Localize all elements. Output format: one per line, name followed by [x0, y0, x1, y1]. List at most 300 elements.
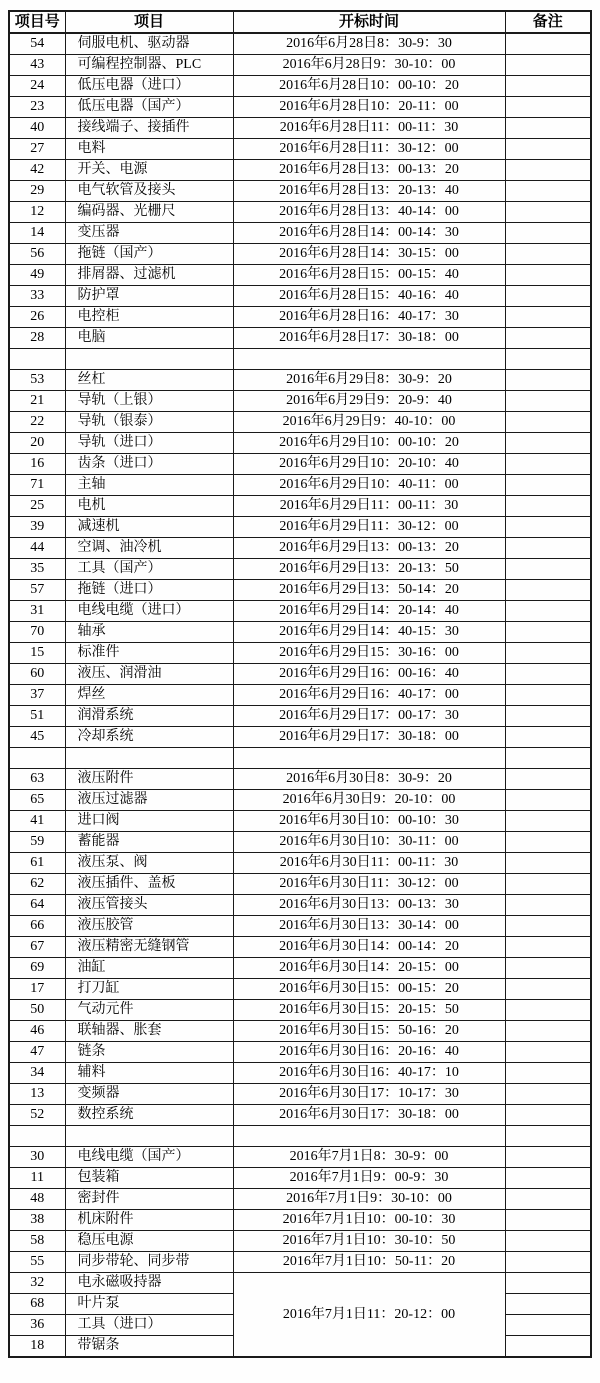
table-row: [9, 1147, 591, 1168]
time-cell: 2016年6月29日17：00-17：30: [233, 706, 505, 727]
note-cell: [505, 601, 591, 622]
spacer-row: [9, 748, 591, 769]
item-name-cell: 液压插件、盖板: [65, 874, 233, 895]
item-no-cell: 69: [9, 958, 65, 979]
table-row: [9, 328, 591, 349]
note-cell: [505, 202, 591, 223]
item-name-cell: 电控柜: [65, 307, 233, 328]
table-row: [9, 202, 591, 223]
note-cell: [505, 496, 591, 517]
item-name-cell: 低压电器（进口）: [65, 76, 233, 97]
table-row: [9, 55, 591, 76]
table-row: [9, 391, 591, 412]
table-row: [9, 1084, 591, 1105]
time-cell: 2016年6月29日9：20-9：40: [233, 391, 505, 412]
note-cell: [505, 727, 591, 748]
table-row: [9, 160, 591, 181]
note-cell: [505, 1168, 591, 1189]
item-name-cell: 伺服电机、驱动器: [65, 33, 233, 55]
table-row: [9, 937, 591, 958]
item-name-cell: 拖链（进口）: [65, 580, 233, 601]
item-no-cell: 24: [9, 76, 65, 97]
item-no-cell: 68: [9, 1294, 65, 1315]
note-cell: [505, 454, 591, 475]
item-name-cell: 工具（进口）: [65, 1315, 233, 1336]
item-name-cell: 电机: [65, 496, 233, 517]
note-cell: [505, 1021, 591, 1042]
item-no-cell: 32: [9, 1273, 65, 1294]
item-no-cell: 37: [9, 685, 65, 706]
note-cell: [505, 1336, 591, 1358]
item-no-cell: 60: [9, 664, 65, 685]
note-cell: [505, 1273, 591, 1294]
item-name-cell: 数控系统: [65, 1105, 233, 1126]
time-cell: 2016年6月28日13：20-13：40: [233, 181, 505, 202]
note-cell: [505, 97, 591, 118]
note-cell: [505, 33, 591, 55]
time-cell: 2016年6月28日13：40-14：00: [233, 202, 505, 223]
table-row: [9, 580, 591, 601]
item-no-cell: 48: [9, 1189, 65, 1210]
item-no-cell: 47: [9, 1042, 65, 1063]
item-no-cell: 33: [9, 286, 65, 307]
item-name-cell: 开关、电源: [65, 160, 233, 181]
table-row: [9, 433, 591, 454]
time-cell: 2016年6月30日17：30-18：00: [233, 1105, 505, 1126]
spacer-cell: [9, 349, 65, 370]
item-name-cell: 辅料: [65, 1063, 233, 1084]
item-no-cell: 42: [9, 160, 65, 181]
item-name-cell: 气动元件: [65, 1000, 233, 1021]
item-name-cell: 编码器、光栅尺: [65, 202, 233, 223]
item-name-cell: 减速机: [65, 517, 233, 538]
time-cell: 2016年6月29日10：20-10：40: [233, 454, 505, 475]
note-cell: [505, 916, 591, 937]
item-no-cell: 50: [9, 1000, 65, 1021]
header-item-name: 项目: [65, 11, 233, 33]
header-item-no: 项目号: [9, 11, 65, 33]
item-no-cell: 23: [9, 97, 65, 118]
time-cell: 2016年7月1日10：00-10：30: [233, 1210, 505, 1231]
item-no-cell: 51: [9, 706, 65, 727]
item-name-cell: 液压精密无缝钢管: [65, 937, 233, 958]
note-cell: [505, 160, 591, 181]
item-name-cell: 液压、润滑油: [65, 664, 233, 685]
table-row: [9, 118, 591, 139]
note-cell: [505, 1063, 591, 1084]
time-cell: 2016年7月1日11：20-12：00: [233, 1273, 505, 1358]
item-name-cell: 液压管接头: [65, 895, 233, 916]
time-cell: 2016年6月28日14：30-15：00: [233, 244, 505, 265]
table-row: [9, 601, 591, 622]
table-row: [9, 811, 591, 832]
time-cell: 2016年6月28日15：40-16：40: [233, 286, 505, 307]
item-no-cell: 41: [9, 811, 65, 832]
time-cell: 2016年6月29日8：30-9：20: [233, 370, 505, 391]
item-no-cell: 63: [9, 769, 65, 790]
item-name-cell: 主轴: [65, 475, 233, 496]
time-cell: 2016年6月30日15：50-16：20: [233, 1021, 505, 1042]
item-name-cell: 冷却系统: [65, 727, 233, 748]
table-row: [9, 1231, 591, 1252]
note-cell: [505, 391, 591, 412]
note-cell: [505, 895, 591, 916]
item-no-cell: 20: [9, 433, 65, 454]
item-no-cell: 52: [9, 1105, 65, 1126]
table-row: [9, 1189, 591, 1210]
time-cell: 2016年6月29日10：40-11：00: [233, 475, 505, 496]
table-row: [9, 370, 591, 391]
note-cell: [505, 622, 591, 643]
spacer-row: [9, 349, 591, 370]
note-cell: [505, 139, 591, 160]
item-no-cell: 55: [9, 1252, 65, 1273]
item-no-cell: 31: [9, 601, 65, 622]
table-row: [9, 1273, 591, 1294]
table-row: [9, 895, 591, 916]
table-row: [9, 685, 591, 706]
item-no-cell: 64: [9, 895, 65, 916]
item-no-cell: 49: [9, 265, 65, 286]
item-no-cell: 36: [9, 1315, 65, 1336]
item-name-cell: 电脑: [65, 328, 233, 349]
table-row: [9, 979, 591, 1000]
time-cell: 2016年6月30日10：30-11：00: [233, 832, 505, 853]
item-name-cell: 电线电缆（国产）: [65, 1147, 233, 1168]
item-name-cell: 接线端子、接插件: [65, 118, 233, 139]
time-cell: 2016年6月30日14：00-14：20: [233, 937, 505, 958]
item-name-cell: 液压过滤器: [65, 790, 233, 811]
item-name-cell: 低压电器（国产）: [65, 97, 233, 118]
item-name-cell: 电气软管及接头: [65, 181, 233, 202]
time-cell: 2016年6月28日9：30-10：00: [233, 55, 505, 76]
note-cell: [505, 370, 591, 391]
item-name-cell: 导轨（上银）: [65, 391, 233, 412]
table-row: [9, 265, 591, 286]
note-cell: [505, 118, 591, 139]
table-row: [9, 1063, 591, 1084]
item-name-cell: 液压泵、阀: [65, 853, 233, 874]
note-cell: [505, 1105, 591, 1126]
time-cell: 2016年6月29日14：20-14：40: [233, 601, 505, 622]
item-name-cell: 联轴器、胀套: [65, 1021, 233, 1042]
note-cell: [505, 937, 591, 958]
note-cell: [505, 559, 591, 580]
table-body: [9, 33, 591, 1357]
table-row: [9, 475, 591, 496]
time-cell: 2016年6月29日9：40-10：00: [233, 412, 505, 433]
item-name-cell: 密封件: [65, 1189, 233, 1210]
item-name-cell: 导轨（银泰）: [65, 412, 233, 433]
item-no-cell: 22: [9, 412, 65, 433]
time-cell: 2016年6月30日11：30-12：00: [233, 874, 505, 895]
time-cell: 2016年6月30日9：20-10：00: [233, 790, 505, 811]
time-cell: 2016年6月29日13：50-14：20: [233, 580, 505, 601]
note-cell: [505, 307, 591, 328]
table-row: [9, 832, 591, 853]
time-cell: 2016年7月1日8：30-9：00: [233, 1147, 505, 1168]
note-cell: [505, 664, 591, 685]
item-no-cell: 18: [9, 1336, 65, 1358]
item-no-cell: 40: [9, 118, 65, 139]
item-no-cell: 53: [9, 370, 65, 391]
table-row: [9, 454, 591, 475]
table-row: [9, 664, 591, 685]
table-row: [9, 1000, 591, 1021]
time-cell: 2016年6月30日11：00-11：30: [233, 853, 505, 874]
table-row: [9, 139, 591, 160]
time-cell: 2016年6月30日17：10-17：30: [233, 1084, 505, 1105]
item-name-cell: 齿条（进口）: [65, 454, 233, 475]
time-cell: 2016年6月28日17：30-18：00: [233, 328, 505, 349]
item-name-cell: 打刀缸: [65, 979, 233, 1000]
item-no-cell: 28: [9, 328, 65, 349]
note-cell: [505, 958, 591, 979]
note-cell: [505, 76, 591, 97]
item-name-cell: 进口阀: [65, 811, 233, 832]
item-no-cell: 12: [9, 202, 65, 223]
item-name-cell: 拖链（国产）: [65, 244, 233, 265]
item-name-cell: 标准件: [65, 643, 233, 664]
time-cell: 2016年6月28日11：30-12：00: [233, 139, 505, 160]
time-cell: 2016年6月30日16：20-16：40: [233, 1042, 505, 1063]
time-cell: 2016年6月30日13：00-13：30: [233, 895, 505, 916]
table-row: [9, 244, 591, 265]
item-no-cell: 34: [9, 1063, 65, 1084]
time-cell: 2016年6月30日13：30-14：00: [233, 916, 505, 937]
item-no-cell: 21: [9, 391, 65, 412]
table-row: [9, 916, 591, 937]
item-name-cell: 液压附件: [65, 769, 233, 790]
spacer-cell: [9, 748, 65, 769]
time-cell: 2016年6月29日15：30-16：00: [233, 643, 505, 664]
item-no-cell: 54: [9, 33, 65, 55]
table-row: [9, 727, 591, 748]
note-cell: [505, 811, 591, 832]
note-cell: [505, 538, 591, 559]
note-cell: [505, 181, 591, 202]
spacer-cell: [9, 1126, 65, 1147]
item-no-cell: 46: [9, 1021, 65, 1042]
spacer-cell: [65, 748, 233, 769]
time-cell: 2016年6月28日15：00-15：40: [233, 265, 505, 286]
time-cell: 2016年6月30日15：00-15：20: [233, 979, 505, 1000]
item-no-cell: 45: [9, 727, 65, 748]
time-cell: 2016年6月28日16：40-17：30: [233, 307, 505, 328]
note-cell: [505, 1084, 591, 1105]
item-name-cell: 变压器: [65, 223, 233, 244]
note-cell: [505, 412, 591, 433]
item-no-cell: 66: [9, 916, 65, 937]
time-cell: 2016年6月29日13：00-13：20: [233, 538, 505, 559]
item-name-cell: 包装箱: [65, 1168, 233, 1189]
item-name-cell: 叶片泵: [65, 1294, 233, 1315]
table-row: [9, 874, 591, 895]
spacer-cell: [233, 748, 505, 769]
header-row: [9, 11, 591, 33]
item-name-cell: 带锯条: [65, 1336, 233, 1358]
item-name-cell: 焊丝: [65, 685, 233, 706]
item-no-cell: 44: [9, 538, 65, 559]
table-row: [9, 853, 591, 874]
item-no-cell: 65: [9, 790, 65, 811]
note-cell: [505, 475, 591, 496]
note-cell: [505, 1294, 591, 1315]
item-no-cell: 71: [9, 475, 65, 496]
item-name-cell: 空调、油冷机: [65, 538, 233, 559]
time-cell: 2016年7月1日10：50-11：20: [233, 1252, 505, 1273]
table-row: [9, 517, 591, 538]
item-no-cell: 39: [9, 517, 65, 538]
table-row: [9, 538, 591, 559]
time-cell: 2016年6月29日17：30-18：00: [233, 727, 505, 748]
item-name-cell: 导轨（进口）: [65, 433, 233, 454]
item-name-cell: 同步带轮、同步带: [65, 1252, 233, 1273]
note-cell: [505, 1189, 591, 1210]
time-cell: 2016年6月28日14：00-14：30: [233, 223, 505, 244]
note-cell: [505, 853, 591, 874]
note-cell: [505, 1147, 591, 1168]
table-row: [9, 643, 591, 664]
item-no-cell: 59: [9, 832, 65, 853]
item-no-cell: 30: [9, 1147, 65, 1168]
time-cell: 2016年6月28日10：00-10：20: [233, 76, 505, 97]
item-name-cell: 丝杠: [65, 370, 233, 391]
note-cell: [505, 1315, 591, 1336]
header-open-time: 开标时间: [233, 11, 505, 33]
table-row: [9, 496, 591, 517]
note-cell: [505, 643, 591, 664]
item-name-cell: 轴承: [65, 622, 233, 643]
time-cell: 2016年6月30日16：40-17：10: [233, 1063, 505, 1084]
note-cell: [505, 769, 591, 790]
note-cell: [505, 706, 591, 727]
note-cell: [505, 1000, 591, 1021]
table-row: [9, 1168, 591, 1189]
note-cell: [505, 517, 591, 538]
table-row: [9, 769, 591, 790]
time-cell: 2016年6月28日13：00-13：20: [233, 160, 505, 181]
time-cell: 2016年6月28日10：20-11：00: [233, 97, 505, 118]
item-no-cell: 38: [9, 1210, 65, 1231]
note-cell: [505, 328, 591, 349]
item-no-cell: 27: [9, 139, 65, 160]
table-row: [9, 286, 591, 307]
table-row: [9, 559, 591, 580]
note-cell: [505, 832, 591, 853]
note-cell: [505, 244, 591, 265]
table-row: [9, 1105, 591, 1126]
item-name-cell: 链条: [65, 1042, 233, 1063]
time-cell: 2016年7月1日9：30-10：00: [233, 1189, 505, 1210]
item-name-cell: 电料: [65, 139, 233, 160]
time-cell: 2016年6月28日8：30-9：30: [233, 33, 505, 55]
item-name-cell: 油缸: [65, 958, 233, 979]
table-row: [9, 958, 591, 979]
time-cell: 2016年6月29日14：40-15：30: [233, 622, 505, 643]
note-cell: [505, 1042, 591, 1063]
item-no-cell: 35: [9, 559, 65, 580]
table-row: [9, 1210, 591, 1231]
time-cell: 2016年6月29日11：00-11：30: [233, 496, 505, 517]
spacer-cell: [505, 748, 591, 769]
spacer-cell: [233, 349, 505, 370]
item-no-cell: 11: [9, 1168, 65, 1189]
item-name-cell: 电永磁吸持器: [65, 1273, 233, 1294]
time-cell: 2016年7月1日10：30-10：50: [233, 1231, 505, 1252]
note-cell: [505, 580, 591, 601]
item-no-cell: 17: [9, 979, 65, 1000]
time-cell: 2016年6月29日16：40-17：00: [233, 685, 505, 706]
item-no-cell: 25: [9, 496, 65, 517]
table-row: [9, 790, 591, 811]
item-no-cell: 15: [9, 643, 65, 664]
item-no-cell: 56: [9, 244, 65, 265]
time-cell: 2016年6月29日11：30-12：00: [233, 517, 505, 538]
note-cell: [505, 979, 591, 1000]
item-name-cell: 稳压电源: [65, 1231, 233, 1252]
table-row: [9, 33, 591, 55]
spacer-cell: [505, 1126, 591, 1147]
item-no-cell: 29: [9, 181, 65, 202]
note-cell: [505, 1231, 591, 1252]
item-no-cell: 61: [9, 853, 65, 874]
note-cell: [505, 55, 591, 76]
spacer-row: [9, 1126, 591, 1147]
item-no-cell: 67: [9, 937, 65, 958]
item-no-cell: 14: [9, 223, 65, 244]
note-cell: [505, 685, 591, 706]
item-no-cell: 16: [9, 454, 65, 475]
table-row: [9, 307, 591, 328]
time-cell: 2016年6月30日14：20-15：00: [233, 958, 505, 979]
spacer-cell: [65, 1126, 233, 1147]
table-row: [9, 1042, 591, 1063]
note-cell: [505, 874, 591, 895]
note-cell: [505, 1252, 591, 1273]
spacer-cell: [65, 349, 233, 370]
table-row: [9, 223, 591, 244]
note-cell: [505, 433, 591, 454]
note-cell: [505, 1210, 591, 1231]
item-no-cell: 57: [9, 580, 65, 601]
time-cell: 2016年6月29日10：00-10：20: [233, 433, 505, 454]
item-name-cell: 电线电缆（进口）: [65, 601, 233, 622]
table-row: [9, 1252, 591, 1273]
note-cell: [505, 790, 591, 811]
table-row: [9, 97, 591, 118]
time-cell: 2016年6月29日16：00-16：40: [233, 664, 505, 685]
item-name-cell: 润滑系统: [65, 706, 233, 727]
note-cell: [505, 223, 591, 244]
item-name-cell: 工具（国产）: [65, 559, 233, 580]
spacer-cell: [233, 1126, 505, 1147]
table-row: [9, 706, 591, 727]
item-name-cell: 可编程控制器、PLC: [65, 55, 233, 76]
item-no-cell: 58: [9, 1231, 65, 1252]
item-name-cell: 排屑器、过滤机: [65, 265, 233, 286]
spacer-cell: [505, 349, 591, 370]
time-cell: 2016年6月30日10：00-10：30: [233, 811, 505, 832]
table-row: [9, 181, 591, 202]
bid-schedule-table: [8, 10, 592, 1358]
time-cell: 2016年6月28日11：00-11：30: [233, 118, 505, 139]
table-row: [9, 1021, 591, 1042]
item-name-cell: 机床附件: [65, 1210, 233, 1231]
table-row: [9, 412, 591, 433]
item-no-cell: 43: [9, 55, 65, 76]
item-no-cell: 62: [9, 874, 65, 895]
